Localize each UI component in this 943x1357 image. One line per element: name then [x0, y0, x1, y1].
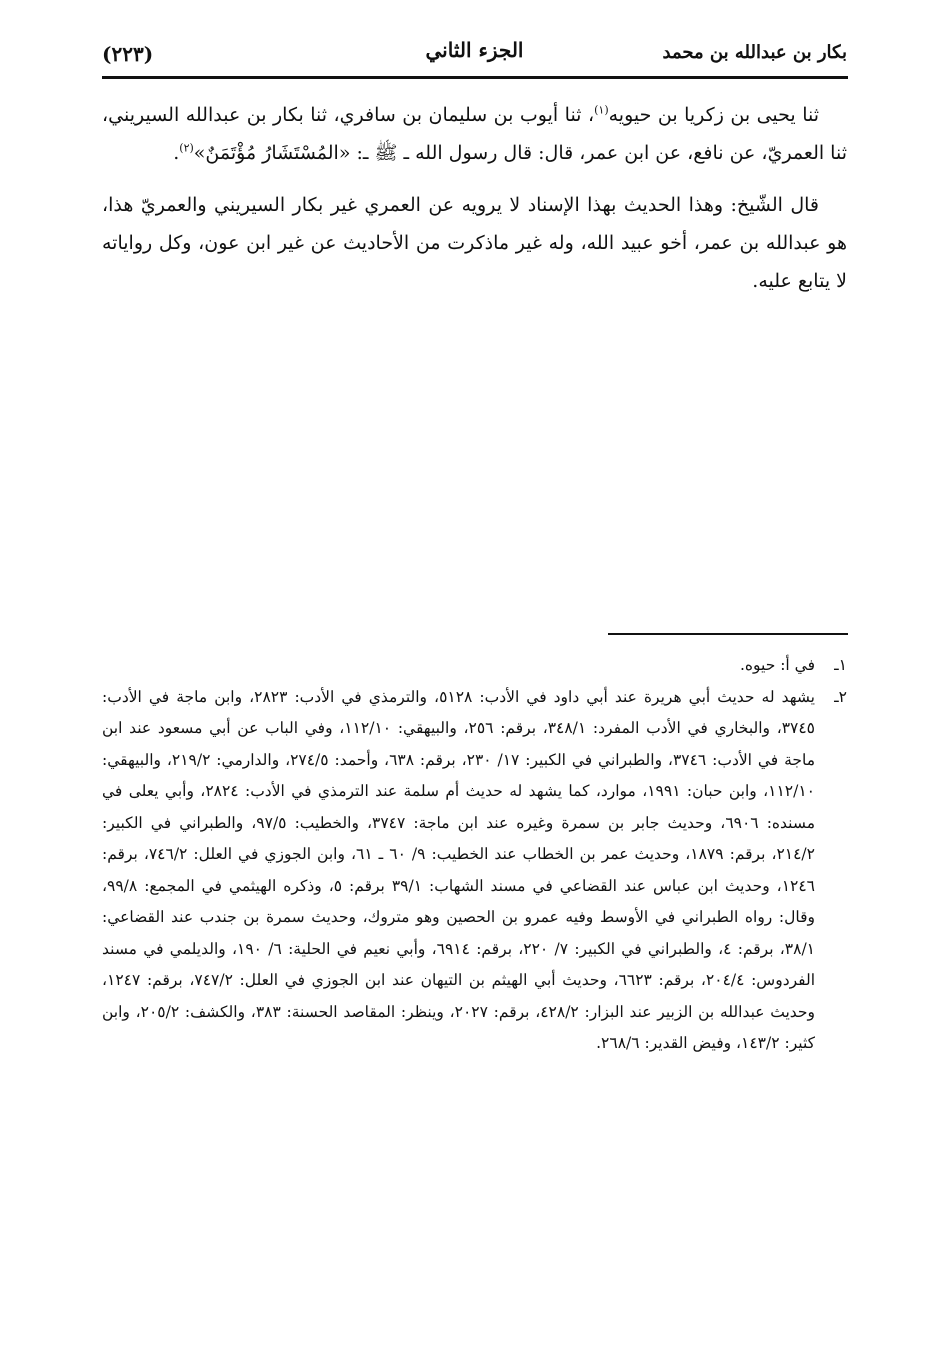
- footnote: [102, 682, 847, 1060]
- hadith-paragraph: [102, 96, 847, 172]
- footnote: [102, 650, 847, 682]
- isnad-text-start: ثنا يحيى بن زكريا بن حيويه: [608, 104, 820, 126]
- volume-title: الجزء الثاني: [425, 38, 524, 62]
- header-rule: [102, 76, 848, 79]
- footnote-text: يشهد له حديث أبي هريرة عند أبي داود في الأدب: ٥١٢٨، والترمذي في الأدب: ٢٨٢٣، وابن ماجة في الأدب: ٣٧٤٥، والبخاري في الأدب المفرد: ٣٤٨/١، برقم: ٢٥٦، والبيهقي: ١١٢/١٠، وفي الباب عن أبي مسعود عند ابن ماجة في الأدب: ٣٧٤٦، والطبراني في الكبير: ١٧/ ٢٣٠، برقم: ٦٣٨، وأحمد: ٢٧٤/٥، والدارمي: ٢١٩/٢، والبيهقي: ١١٢/١٠، وابن حبان: ١٩٩١، موارد، كما يشهد له حديث أم سلمة عند الترمذي في الأدب: ٢٨٢٤، وأبي يعلى في مسنده: ٦٩٠٦، وحديث جابر بن سمرة وغيره عند ابن ماجة: ٣٧٤٧، والخطيب: ٩٧/٥، والطبراني في الكبير: ٢١٤/٢، برقم: ١٨٧٩، وحديث عمر بن الخطاب عند الخطيب: ٩/ ٦٠ ـ ٦١، وابن الجوزي في العلل: ٧٤٦/٢، برقم: ١٢٤٦، وحديث ابن عباس عند القضاعي في مسند الشهاب: ٣٩/١ برقم: ٥، وذكره الهيثمي في المجمع: ٩٩/٨، وقال: رواه الطبراني في الأوسط وفيه عمرو بن الحصين وهو متروك، وحديث سمرة بن جندب عند القضاعي: ٣٨/١، برقم: ٤، والطبراني في الكبير: ٧/ ٢٢٠، برقم: ٦٩١٤، وأبي نعيم في الحلية: ٦/ ١٩٠، والديلمي في مسند الفردوس: ٢٠٤/٤، برقم: ٦٦٢٣، وحديث أبي الهيثم بن التيهان عند ابن الجوزي في العلل: ٧٤٧/٢، برقم: ١٢٤٧، وحديث عبدالله بن الزبير عند البزار: ٤٢٨/٢، برقم: ٢٠٢٧، وينظر: المقاصد الحسنة: ٣٨٣، والكشف: ٢٠٥/٢، وابن كثير: ١٤٣/٢، وفيض القدير: ٢٦٨/٦.: [102, 687, 816, 1052]
- running-header: [102, 36, 847, 76]
- footnote-marker-2[interactable]: (٢): [179, 141, 194, 155]
- footnote-number: ٢ـ: [834, 687, 847, 706]
- author-running-head: بكار بن عبدالله بن محمد: [662, 42, 847, 63]
- footnote-marker-1[interactable]: (١): [594, 103, 609, 117]
- commentary-paragraph: قال الشّيخ: وهذا الحديث بهذا الإسناد لا يرويه عن العمري غير بكار السيريني والعمريّ هذا، هو عبدالله بن عمر، أخو عبيد الله، وله غير ماذكرت من الأحاديث عن غير ابن عون، وكل رواياته لا يتابع عليه.: [102, 194, 847, 292]
- footnote-number: ١ـ: [834, 656, 847, 674]
- paragraph-end-mark: .: [173, 142, 180, 164]
- footnote-text: في أ: حيوه.: [739, 656, 815, 674]
- main-text: [102, 96, 847, 314]
- footnote-separator: [608, 633, 848, 635]
- page-number: (٢٢٣): [102, 42, 154, 66]
- isnad-text-rest: ، ثنا أيوب بن سليمان بن سافري، ثنا بكار بن عبدالله السيريني، ثنا العمريّ، عن نافع، عن ابن عمر، قال: قال رسول الله ـ ﷺ ـ: «المُسْتَشَارُ مُؤْتَمَنٌ»: [102, 104, 847, 164]
- footnotes-section: [102, 650, 847, 1060]
